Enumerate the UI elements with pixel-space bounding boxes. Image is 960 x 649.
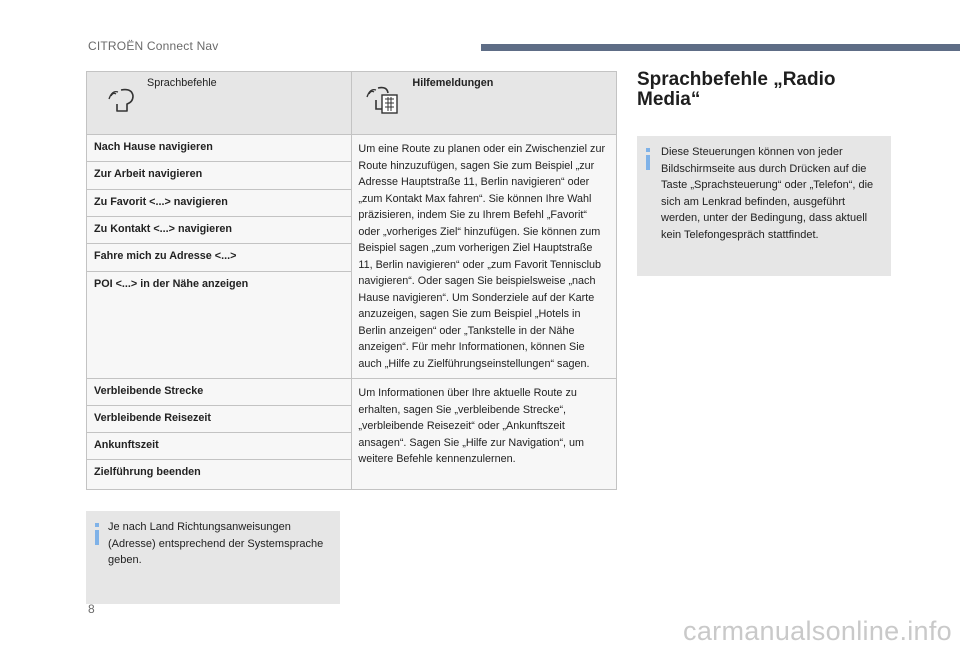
- table-header-row: [87, 72, 617, 135]
- section-title: Sprachbefehle „Radio Media“: [637, 69, 836, 110]
- voice-help-icon: [366, 82, 400, 119]
- voice-commands-table: [86, 71, 617, 490]
- command-cell: Nach Hause navigieren: [87, 135, 352, 162]
- command-cell: Zielführung beenden: [87, 460, 352, 490]
- info-bar: [646, 155, 650, 170]
- column-header-commands: [87, 72, 352, 135]
- command-cell: Fahre mich zu Adresse <...>: [87, 244, 352, 271]
- info-note-text: Diese Steuerungen können von jeder Bildschirmseite aus durch Drücken auf die Taste „Sprachsteuerung“ oder „Telefon“, die sich am Lenkrad befinden, ausgeführt werden, unter der Bedingung, dass aktuell kein Telefongespräch stattfindet.: [661, 146, 874, 241]
- column-header-commands-label: Sprachbefehle: [147, 77, 217, 89]
- info-note-radio-media: [637, 136, 891, 276]
- command-cell: Zu Kontakt <...> navigieren: [87, 216, 352, 243]
- info-icon: [646, 148, 650, 152]
- command-cell: Zu Favorit <...> navigieren: [87, 189, 352, 216]
- help-cell-route-info: Um Informationen über Ihre aktuelle Route zu erhalten, sagen Sie „verbleibende Strecke“, „verbleibende Reisezeit“ oder „Ankunftszeit ansagen“. Sagen Sie „Hilfe zur Navigation“, um weitere Befehle kennenzulernen.: [352, 379, 617, 490]
- watermark: carmanualsonline.info: [683, 616, 952, 646]
- table-row: [87, 135, 617, 162]
- help-cell-navigation: Um eine Route zu planen oder ein Zwischenziel zur Route hinzuzufügen, sagen Sie zum Beispiel „zur Adresse Hauptstraße 11, Berlin navigieren“ oder „zum Kontakt Max fahren“. Sie können Ihre Wahl präzisieren, indem Sie zu Ihrem Befehl „Favorit“ oder „vorheriges Ziel“ hinzufügen. Sie können zum Beispiel sagen „zum vorherigen Ziel Hauptstraße 11, Berlin navigieren“ oder „zum Favorit Tennisclub navigieren“. Oder sagen Sie beispielsweise „nach Hause navigieren“. Um Sonderziele auf der Karte anzuzeigen, sagen Sie zum Beispiel „Hotels in Berlin anzeigen“ oder „Tankstelle in der Nähe anzeigen“. Für mehr Informationen, können Sie auch „Hilfe zu Zielführungseinstellungen“ sagen.: [352, 135, 617, 379]
- command-cell: Ankunftszeit: [87, 433, 352, 460]
- info-note-directions: [86, 511, 340, 604]
- command-cell: POI <...> in der Nähe anzeigen: [87, 271, 352, 378]
- header-title: CITROËN Connect Nav: [88, 39, 219, 53]
- column-header-help-label: Hilfemeldungen: [412, 77, 494, 89]
- header-accent-bar: [481, 44, 960, 51]
- info-icon: [95, 523, 99, 527]
- info-bar: [95, 530, 99, 545]
- voice-command-icon: [107, 84, 137, 117]
- table-row: [87, 379, 617, 406]
- command-cell: Verbleibende Reisezeit: [87, 406, 352, 433]
- info-note-text: Je nach Land Richtungsanweisungen (Adresse) entsprechend der Systemsprache geben.: [108, 521, 324, 566]
- page-number: 8: [88, 602, 95, 616]
- command-cell: Verbleibende Strecke: [87, 379, 352, 406]
- command-cell: Zur Arbeit navigieren: [87, 162, 352, 189]
- column-header-help: [352, 72, 617, 135]
